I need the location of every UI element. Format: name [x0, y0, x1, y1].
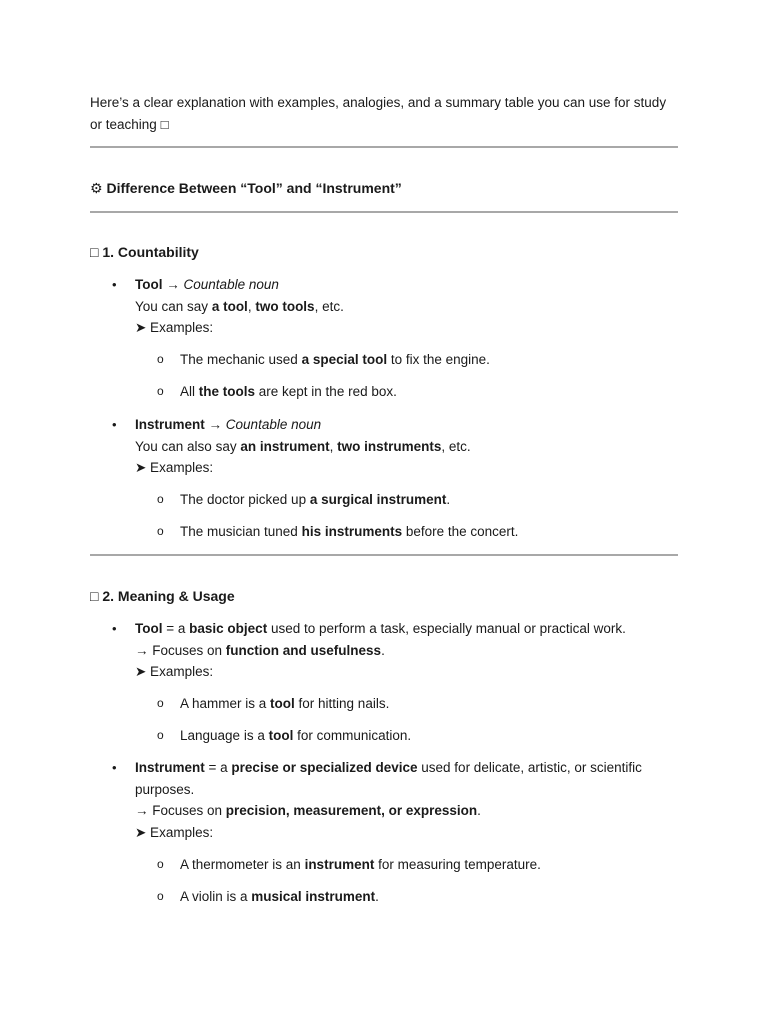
section-heading-text: 1. Countability	[102, 244, 199, 260]
arrow-icon: →	[166, 277, 180, 292]
text-bold: two tools	[255, 298, 315, 314]
text: The mechanic used	[180, 352, 302, 367]
text-bold: precise or specialized device	[231, 760, 418, 775]
divider	[90, 554, 678, 556]
sub-item-line	[90, 725, 678, 747]
page-title	[90, 178, 402, 198]
term-instrument: Instrument	[135, 417, 205, 432]
text: to fix the engine.	[387, 352, 490, 367]
term-tool: Tool	[135, 621, 163, 636]
text: → Focuses on	[135, 803, 226, 818]
list-item-tool-meaning	[90, 618, 678, 683]
list-item-instrument-meaning	[90, 757, 678, 843]
text: .	[477, 803, 481, 818]
list-item-line: purposes.	[135, 781, 195, 797]
intro-emoji-icon: □	[160, 117, 169, 132]
example-item	[90, 521, 678, 543]
example-item	[90, 349, 678, 371]
section-heading-countability	[90, 242, 199, 262]
text: before the concert.	[402, 524, 519, 539]
divider	[90, 211, 678, 213]
text-bold: function and usefulness	[225, 642, 382, 658]
bullet-icon: •	[112, 417, 117, 432]
list-item-line	[90, 436, 678, 458]
sub-bullet-icon: o	[157, 889, 164, 903]
text-bold: a special tool	[301, 352, 388, 367]
intro-paragraph	[90, 92, 678, 136]
text: You can also say	[135, 438, 241, 454]
text-bold: the tools	[198, 384, 256, 399]
text-bold: two instruments	[337, 438, 442, 454]
list-item-line	[90, 757, 678, 779]
examples-label: ➤ Examples:	[135, 320, 214, 335]
text: A hammer is a	[180, 696, 271, 711]
text-bold: a tool	[211, 298, 248, 314]
sub-item-line	[90, 886, 678, 908]
text-bold: his instruments	[301, 524, 403, 539]
sub-bullet-icon: o	[157, 857, 164, 871]
noun-type: Countable noun	[183, 277, 279, 292]
section-heading-meaning-usage	[90, 586, 235, 606]
bullet-icon: •	[112, 277, 117, 292]
text: The musician tuned	[180, 524, 302, 539]
text: → Focuses on	[135, 642, 226, 658]
text: used to perform a task, especially manual or practical work.	[267, 621, 626, 636]
term-tool: Tool	[135, 277, 163, 292]
example-item	[90, 381, 678, 403]
sub-bullet-icon: o	[157, 728, 164, 742]
sub-bullet-icon: o	[157, 492, 164, 506]
text-bold: precision, measurement, or expression	[225, 803, 478, 818]
example-item	[90, 489, 678, 511]
example-item	[90, 725, 678, 747]
text: .	[375, 889, 379, 904]
sub-item-line	[90, 381, 678, 403]
text-bold: musical instrument	[251, 889, 376, 904]
arrow-icon: →	[208, 417, 223, 432]
text: You can say	[135, 298, 212, 314]
noun-type: Countable noun	[225, 417, 322, 432]
divider	[90, 146, 678, 148]
list-item-line	[90, 274, 678, 296]
section-emoji-icon: □	[90, 244, 99, 260]
list-item-line	[90, 618, 678, 640]
sub-item-line	[90, 489, 678, 511]
example-item	[90, 854, 678, 876]
text: , etc.	[314, 298, 344, 314]
text: Language is a	[180, 728, 269, 743]
list-item-line	[90, 296, 678, 318]
text: for hitting nails.	[294, 696, 390, 711]
section-heading-text: 2. Meaning & Usage	[102, 588, 235, 604]
sub-item-line	[90, 521, 678, 543]
text-bold: a surgical instrument	[309, 492, 447, 507]
list-item-line	[90, 640, 678, 662]
examples-label: ➤ Examples:	[135, 664, 214, 679]
sub-item-line	[90, 693, 678, 715]
text: for measuring temperature.	[374, 857, 541, 872]
text: ,	[247, 298, 256, 314]
text-bold: basic object	[189, 621, 268, 636]
sub-bullet-icon: o	[157, 352, 164, 366]
text: , etc.	[441, 438, 471, 454]
sub-bullet-icon: o	[157, 524, 164, 538]
text: A violin is a	[180, 889, 252, 904]
list-item-tool-countability	[90, 274, 678, 339]
text: .	[446, 492, 451, 507]
section-emoji-icon: □	[90, 588, 99, 604]
example-item	[90, 693, 678, 715]
text: ,	[329, 438, 338, 454]
bullet-icon: •	[112, 621, 117, 636]
text: for communication.	[293, 728, 412, 743]
sub-item-line	[90, 349, 678, 371]
sub-item-line	[90, 854, 678, 876]
page-title-text: Difference Between “Tool” and “Instrument”	[106, 180, 402, 196]
sub-bullet-icon: o	[157, 384, 164, 398]
text-bold: tool	[270, 696, 295, 711]
list-item-line	[90, 800, 678, 822]
text-bold: instrument	[304, 857, 375, 872]
text: A thermometer is an	[180, 857, 305, 872]
sub-bullet-icon: o	[157, 696, 164, 710]
text: = a	[204, 760, 232, 775]
text-bold: tool	[268, 728, 294, 743]
gear-icon: ⚙	[90, 180, 103, 196]
bullet-icon: •	[112, 760, 117, 775]
list-item-instrument-countability	[90, 414, 678, 479]
text: = a	[162, 621, 190, 636]
text: are kept in the red box.	[255, 384, 397, 399]
example-item	[90, 886, 678, 908]
text: used for delicate, artistic, or scientific	[417, 760, 642, 775]
text-bold: an instrument	[240, 438, 330, 454]
term-instrument: Instrument	[135, 760, 205, 775]
text: The doctor picked up	[180, 492, 310, 507]
text: .	[381, 642, 385, 658]
text: All	[180, 384, 199, 399]
examples-label: ➤ Examples:	[135, 460, 214, 475]
list-item-line	[90, 414, 678, 436]
intro-text: Here’s a clear explanation with examples, analogies, and a summary table you can use for study or teaching	[90, 95, 667, 132]
examples-label: ➤ Examples:	[135, 824, 214, 840]
